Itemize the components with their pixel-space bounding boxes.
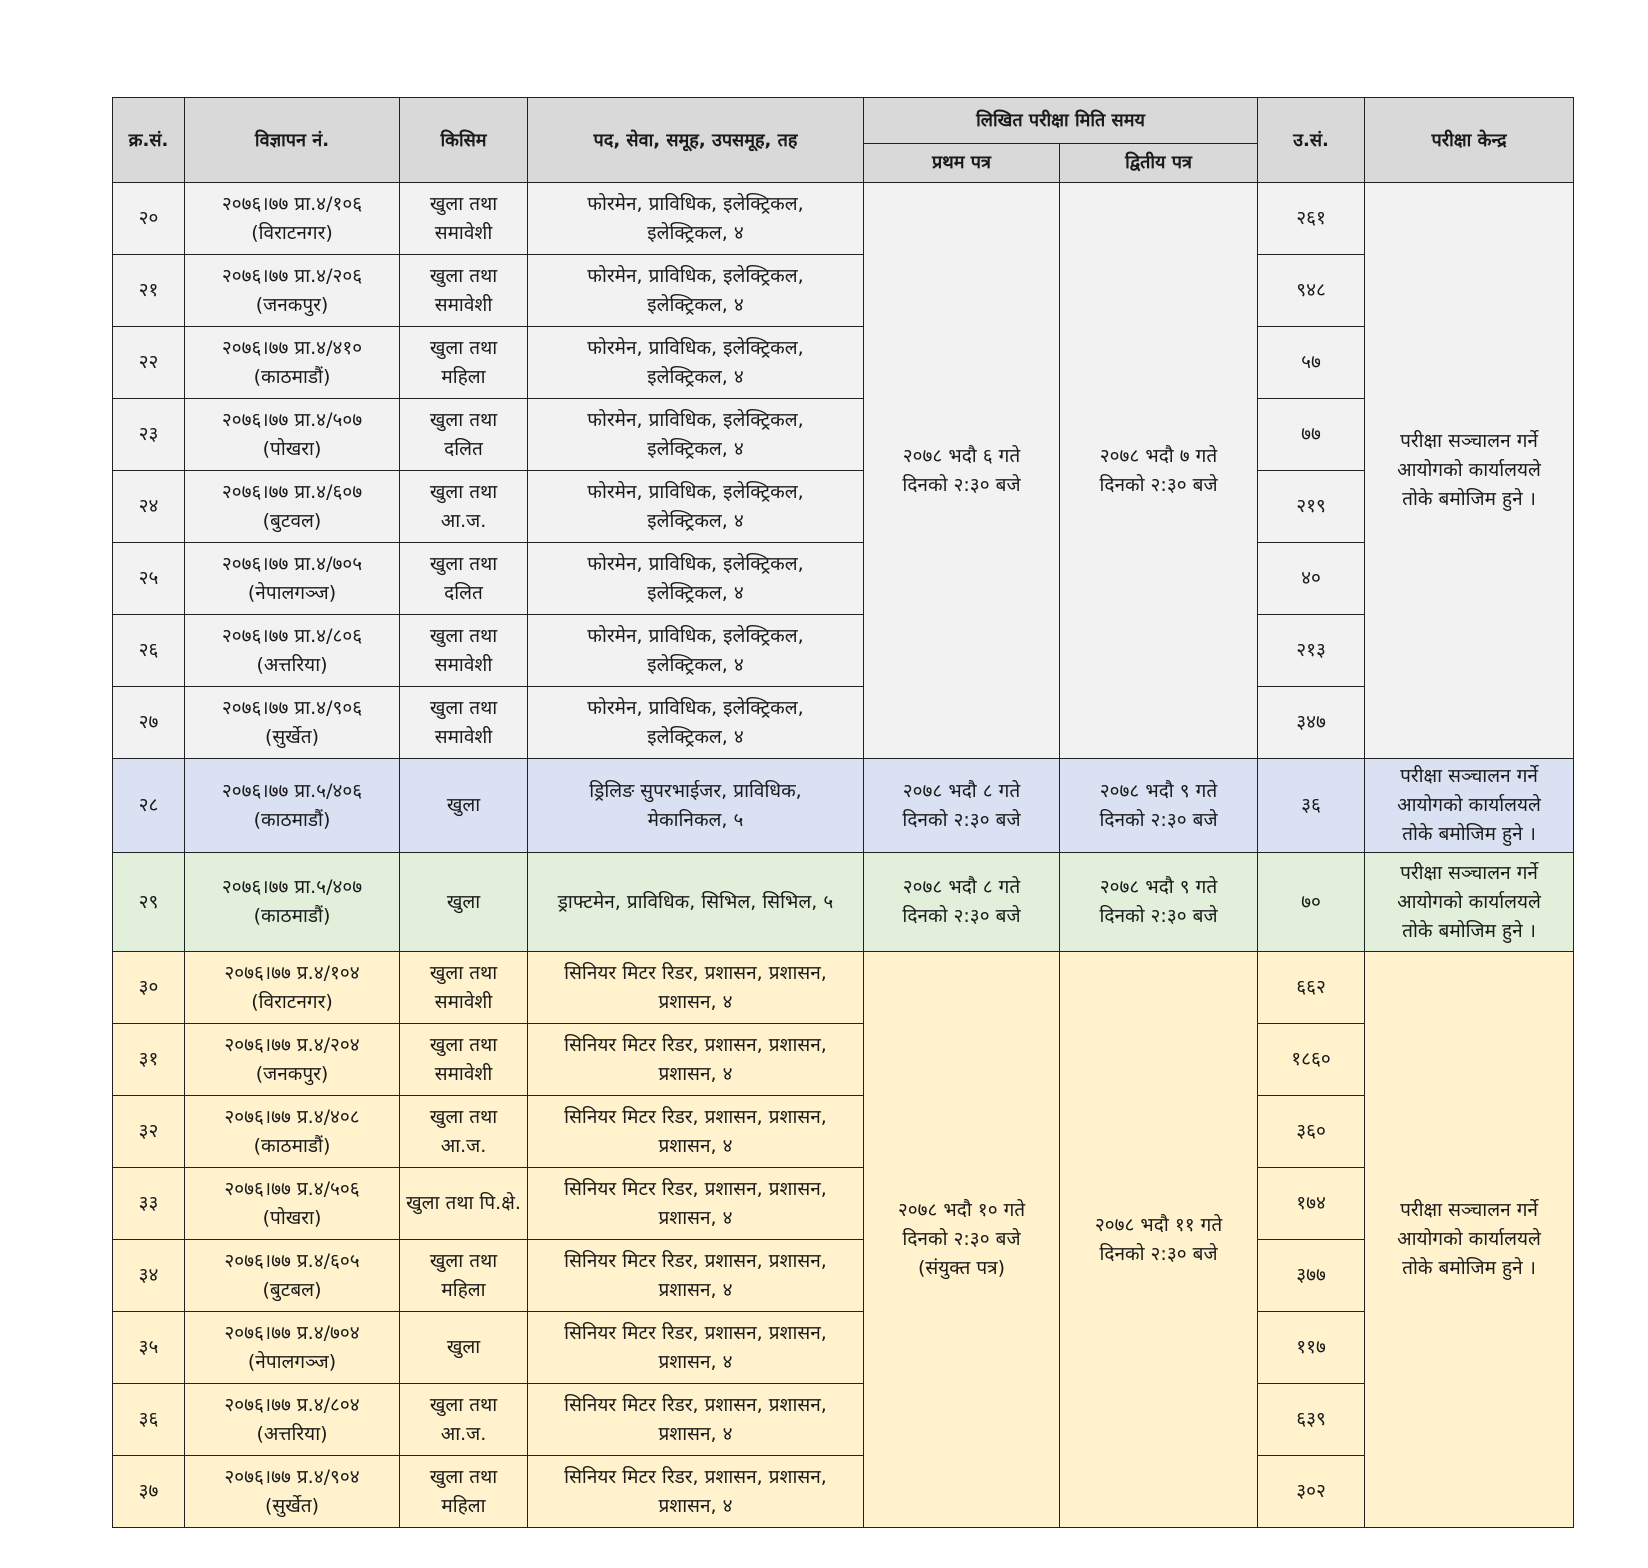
serial-number: ३४ <box>113 1240 185 1312</box>
vacancy-type: खुला तथा समावेशी <box>400 183 528 255</box>
candidate-count: २६१ <box>1258 183 1365 255</box>
vacancy-type: खुला तथा आ.ज. <box>400 1096 528 1168</box>
post-details: सिनियर मिटर रिडर, प्रशासन, प्रशासन, प्रशासन, ४ <box>528 1384 864 1456</box>
advertisement-number: २०७६।७७ प्र.४/७०४ (नेपालगञ्ज) <box>185 1312 400 1384</box>
first-paper-date: २०७८ भदौ ८ गते दिनको २:३० बजे <box>864 853 1060 952</box>
post-details: फोरमेन, प्राविधिक, इलेक्ट्रिकल, इलेक्ट्रिकल, ४ <box>528 687 864 759</box>
vacancy-type: खुला तथा समावेशी <box>400 615 528 687</box>
post-details: सिनियर मिटर रिडर, प्रशासन, प्रशासन, प्रशासन, ४ <box>528 1024 864 1096</box>
post-details: सिनियर मिटर रिडर, प्रशासन, प्रशासन, प्रशासन, ४ <box>528 1168 864 1240</box>
candidate-count: ७७ <box>1258 399 1365 471</box>
candidate-count: ७० <box>1258 853 1365 952</box>
serial-number: २१ <box>113 255 185 327</box>
header-written-exam: लिखित परीक्षा मिति समय <box>864 98 1258 144</box>
vacancy-type: खुला तथा महिला <box>400 1240 528 1312</box>
candidate-count: ५७ <box>1258 327 1365 399</box>
table-row <box>113 1240 1574 1312</box>
post-details: फोरमेन, प्राविधिक, इलेक्ट्रिकल, इलेक्ट्रिकल, ४ <box>528 255 864 327</box>
post-details: फोरमेन, प्राविधिक, इलेक्ट्रिकल, इलेक्ट्रिकल, ४ <box>528 399 864 471</box>
table-row <box>113 327 1574 399</box>
serial-number: २६ <box>113 615 185 687</box>
second-paper-date: २०७८ भदौ ७ गते दिनको २:३० बजे <box>1060 183 1258 759</box>
vacancy-type: खुला तथा आ.ज. <box>400 1384 528 1456</box>
exam-center: परीक्षा सञ्चालन गर्ने आयोगको कार्यालयले तोके बमोजिम हुने । <box>1365 952 1574 1528</box>
table-row <box>113 1384 1574 1456</box>
advertisement-number: २०७६।७७ प्र.४/६०५ (बुटबल) <box>185 1240 400 1312</box>
post-details: फोरमेन, प्राविधिक, इलेक्ट्रिकल, इलेक्ट्रिकल, ४ <box>528 543 864 615</box>
advertisement-number: २०७६।७७ प्रा.४/४१० (काठमाडौं) <box>185 327 400 399</box>
advertisement-number: २०७६।७७ प्रा.४/८०६ (अत्तरिया) <box>185 615 400 687</box>
table-row <box>113 1024 1574 1096</box>
advertisement-number: २०७६।७७ प्रा.५/४०६ (काठमाडौं) <box>185 759 400 853</box>
advertisement-number: २०७६।७७ प्र.४/४०८ (काठमाडौं) <box>185 1096 400 1168</box>
post-details: ड्राफ्टमेन, प्राविधिक, सिभिल, सिभिल, ५ <box>528 853 864 952</box>
advertisement-number: २०७६।७७ प्रा.४/२०६ (जनकपुर) <box>185 255 400 327</box>
exam-center: परीक्षा सञ्चालन गर्ने आयोगको कार्यालयले तोके बमोजिम हुने । <box>1365 853 1574 952</box>
post-details: सिनियर मिटर रिडर, प्रशासन, प्रशासन, प्रशासन, ४ <box>528 1096 864 1168</box>
vacancy-type: खुला <box>400 853 528 952</box>
table-header <box>113 98 1574 183</box>
candidate-count: ६३९ <box>1258 1384 1365 1456</box>
vacancy-type: खुला <box>400 759 528 853</box>
advertisement-number: २०७६।७७ प्रा.४/७०५ (नेपालगञ्ज) <box>185 543 400 615</box>
serial-number: ३५ <box>113 1312 185 1384</box>
candidate-count: ११७ <box>1258 1312 1365 1384</box>
advertisement-number: २०७६।७७ प्र.४/२०४ (जनकपुर) <box>185 1024 400 1096</box>
header-serial-number: क्र.सं. <box>113 98 185 183</box>
post-details: फोरमेन, प्राविधिक, इलेक्ट्रिकल, इलेक्ट्रिकल, ४ <box>528 471 864 543</box>
table-row <box>113 1168 1574 1240</box>
advertisement-number: २०७६।७७ प्र.४/१०४ (विराटनगर) <box>185 952 400 1024</box>
vacancy-type: खुला तथा महिला <box>400 1456 528 1528</box>
advertisement-number: २०७६।७७ प्र.४/९०४ (सुर्खेत) <box>185 1456 400 1528</box>
post-details: सिनियर मिटर रिडर, प्रशासन, प्रशासन, प्रशासन, ४ <box>528 952 864 1024</box>
table-row <box>113 399 1574 471</box>
serial-number: २७ <box>113 687 185 759</box>
candidate-count: ३६ <box>1258 759 1365 853</box>
table-row <box>113 1096 1574 1168</box>
candidate-count: ३०२ <box>1258 1456 1365 1528</box>
candidate-count: ६६२ <box>1258 952 1365 1024</box>
second-paper-date: २०७८ भदौ ९ गते दिनको २:३० बजे <box>1060 759 1258 853</box>
serial-number: २५ <box>113 543 185 615</box>
candidate-count: २१९ <box>1258 471 1365 543</box>
header-candidates: उ.सं. <box>1258 98 1365 183</box>
serial-number: २४ <box>113 471 185 543</box>
first-paper-date: २०७८ भदौ ६ गते दिनको २:३० बजे <box>864 183 1060 759</box>
table-row <box>113 471 1574 543</box>
advertisement-number: २०७६।७७ प्रा.४/६०७ (बुटवल) <box>185 471 400 543</box>
serial-number: २९ <box>113 853 185 952</box>
advertisement-number: २०७६।७७ प्रा.४/५०७ (पोखरा) <box>185 399 400 471</box>
exam-center: परीक्षा सञ्चालन गर्ने आयोगको कार्यालयले तोके बमोजिम हुने । <box>1365 183 1574 759</box>
table-row <box>113 255 1574 327</box>
advertisement-number: २०७६।७७ प्रा.४/१०६ (विराटनगर) <box>185 183 400 255</box>
first-paper-date: २०७८ भदौ १० गते दिनको २:३० बजे (संयुक्त पत्र) <box>864 952 1060 1528</box>
candidate-count: ३७७ <box>1258 1240 1365 1312</box>
exam-schedule-table <box>112 97 1574 1528</box>
serial-number: ३० <box>113 952 185 1024</box>
serial-number: २३ <box>113 399 185 471</box>
candidate-count: ९४८ <box>1258 255 1365 327</box>
serial-number: ३२ <box>113 1096 185 1168</box>
vacancy-type: खुला तथा समावेशी <box>400 1024 528 1096</box>
first-paper-date: २०७८ भदौ ८ गते दिनको २:३० बजे <box>864 759 1060 853</box>
second-paper-date: २०७८ भदौ ११ गते दिनको २:३० बजे <box>1060 952 1258 1528</box>
header-type: किसिम <box>400 98 528 183</box>
header-post: पद, सेवा, समूह, उपसमूह, तह <box>528 98 864 183</box>
vacancy-type: खुला तथा महिला <box>400 327 528 399</box>
table-row <box>113 183 1574 255</box>
post-details: फोरमेन, प्राविधिक, इलेक्ट्रिकल, इलेक्ट्रिकल, ४ <box>528 327 864 399</box>
candidate-count: २१३ <box>1258 615 1365 687</box>
serial-number: ३३ <box>113 1168 185 1240</box>
post-details: सिनियर मिटर रिडर, प्रशासन, प्रशासन, प्रशासन, ४ <box>528 1312 864 1384</box>
advertisement-number: २०७६।७७ प्र.४/५०६ (पोखरा) <box>185 1168 400 1240</box>
header-second-paper: द्वितीय पत्र <box>1060 143 1258 182</box>
table-row <box>113 952 1574 1024</box>
table-row <box>113 543 1574 615</box>
vacancy-type: खुला तथा समावेशी <box>400 687 528 759</box>
vacancy-type: खुला तथा आ.ज. <box>400 471 528 543</box>
serial-number: २८ <box>113 759 185 853</box>
candidate-count: ३६० <box>1258 1096 1365 1168</box>
vacancy-type: खुला तथा दलित <box>400 543 528 615</box>
candidate-count: ४० <box>1258 543 1365 615</box>
header-first-paper: प्रथम पत्र <box>864 143 1060 182</box>
advertisement-number: २०७६।७७ प्र.४/८०४ (अत्तरिया) <box>185 1384 400 1456</box>
exam-center: परीक्षा सञ्चालन गर्ने आयोगको कार्यालयले तोके बमोजिम हुने । <box>1365 759 1574 853</box>
serial-number: २२ <box>113 327 185 399</box>
vacancy-type: खुला <box>400 1312 528 1384</box>
post-details: फोरमेन, प्राविधिक, इलेक्ट्रिकल, इलेक्ट्रिकल, ४ <box>528 615 864 687</box>
table-row <box>113 687 1574 759</box>
vacancy-type: खुला तथा दलित <box>400 399 528 471</box>
vacancy-type: खुला तथा पि.क्षे. <box>400 1168 528 1240</box>
advertisement-number: २०७६।७७ प्रा.४/९०६ (सुर्खेत) <box>185 687 400 759</box>
candidate-count: १७४ <box>1258 1168 1365 1240</box>
serial-number: ३१ <box>113 1024 185 1096</box>
serial-number: ३७ <box>113 1456 185 1528</box>
table-row <box>113 615 1574 687</box>
header-exam-center: परीक्षा केन्द्र <box>1365 98 1574 183</box>
table-row <box>113 1456 1574 1528</box>
table-row <box>113 759 1574 853</box>
advertisement-number: २०७६।७७ प्रा.५/४०७ (काठमाडौं) <box>185 853 400 952</box>
candidate-count: ३४७ <box>1258 687 1365 759</box>
second-paper-date: २०७८ भदौ ९ गते दिनको २:३० बजे <box>1060 853 1258 952</box>
table-body <box>113 183 1574 1528</box>
vacancy-type: खुला तथा समावेशी <box>400 952 528 1024</box>
candidate-count: १८६० <box>1258 1024 1365 1096</box>
post-details: सिनियर मिटर रिडर, प्रशासन, प्रशासन, प्रशासन, ४ <box>528 1240 864 1312</box>
post-details: फोरमेन, प्राविधिक, इलेक्ट्रिकल, इलेक्ट्रिकल, ४ <box>528 183 864 255</box>
serial-number: ३६ <box>113 1384 185 1456</box>
post-details: सिनियर मिटर रिडर, प्रशासन, प्रशासन, प्रशासन, ४ <box>528 1456 864 1528</box>
vacancy-type: खुला तथा समावेशी <box>400 255 528 327</box>
serial-number: २० <box>113 183 185 255</box>
post-details: ड्रिलिङ सुपरभाईजर, प्राविधिक, मेकानिकल, ५ <box>528 759 864 853</box>
header-advertisement-number: विज्ञापन नं. <box>185 98 400 183</box>
table-row <box>113 853 1574 952</box>
table-row <box>113 1312 1574 1384</box>
